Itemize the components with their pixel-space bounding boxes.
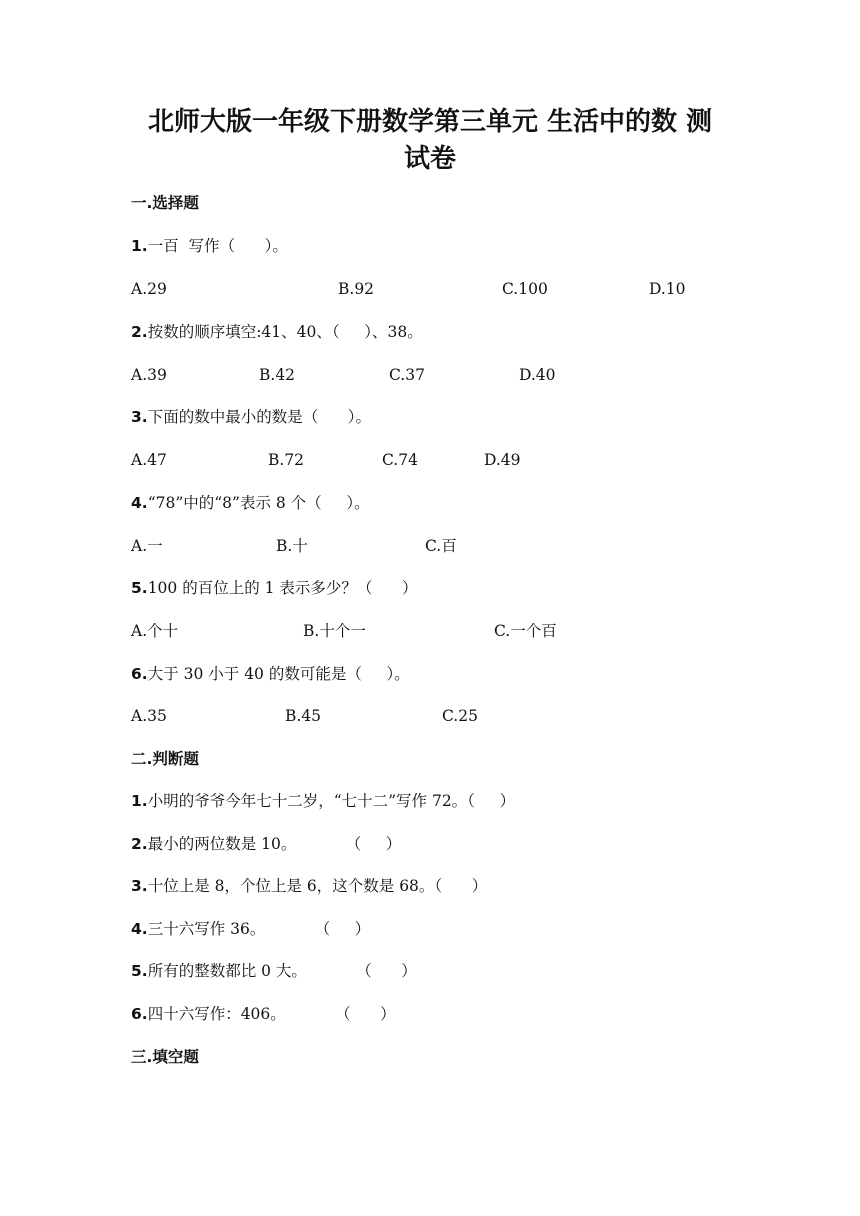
judgement-5: [131, 960, 417, 982]
judgement-1: [131, 790, 515, 812]
question-number: 5.: [131, 579, 148, 597]
option-b: B.十个一: [303, 622, 366, 640]
option-c: C.74: [382, 451, 418, 469]
section-heading-choice: 一.选择题: [131, 194, 199, 212]
option-a: A.一: [131, 537, 163, 555]
option-d: D.49: [484, 451, 521, 469]
option-a: A.47: [131, 451, 167, 469]
section-heading-judgement: 二.判断题: [131, 750, 199, 768]
title-line-2: 试卷: [403, 144, 456, 174]
section-heading-fill-in: 三.填空题: [131, 1048, 199, 1066]
option-a: A.个十: [131, 622, 179, 640]
option-b: B.72: [268, 451, 305, 469]
option-c: C.25: [442, 707, 478, 725]
option-c: C.一个百: [494, 622, 557, 640]
question-number: 1.: [131, 792, 148, 810]
question-3: [131, 406, 371, 428]
question-number: 4.: [131, 494, 148, 512]
option-a: A.29: [131, 280, 167, 298]
question-text: 小明的爷爷今年七十二岁，“七十二”写作 72。（ ）: [147, 792, 516, 810]
question-4: [131, 492, 370, 514]
judgement-2: [131, 833, 401, 855]
question-text: 四十六写作：406。 （ ）: [147, 1005, 396, 1023]
judgement-4: [131, 918, 370, 940]
option-d: D.40: [519, 366, 556, 384]
question-6: [131, 663, 410, 685]
question-number: 4.: [131, 920, 148, 938]
question-text: 最小的两位数是 10。 （ ）: [147, 835, 402, 853]
option-a: A.39: [131, 366, 167, 384]
judgement-3: [131, 875, 487, 897]
judgement-6: [131, 1003, 396, 1025]
title-line-1: 北师大版一年级下册数学第三单元 生活中的数 测: [147, 107, 713, 137]
question-text: 十位上是 8，个位上是 6，这个数是 68。（ ）: [147, 877, 488, 895]
option-d: D.10: [649, 280, 686, 298]
question-text: 所有的整数都比 0 大。 （ ）: [147, 962, 417, 980]
question-number: 6.: [131, 665, 148, 683]
option-c: C.37: [389, 366, 425, 384]
question-number: 3.: [131, 408, 148, 426]
question-2: [131, 321, 423, 343]
option-b: B.45: [285, 707, 322, 725]
question-number: 3.: [131, 877, 148, 895]
option-b: B.42: [259, 366, 296, 384]
option-b: B.十: [276, 537, 308, 555]
option-a: A.35: [131, 707, 167, 725]
question-number: 5.: [131, 962, 148, 980]
question-text: 按数的顺序填空:41、40、（ ）、38。: [147, 323, 423, 341]
question-number: 2.: [131, 835, 148, 853]
page-title: [120, 104, 740, 178]
question-text: 三十六写作 36。 （ ）: [147, 920, 371, 938]
question-number: 6.: [131, 1005, 148, 1023]
question-text: 一百 写作（ ）。: [147, 237, 288, 255]
option-c: C.100: [502, 280, 548, 298]
option-b: B.92: [338, 280, 375, 298]
question-text: 下面的数中最小的数是（ ）。: [147, 408, 372, 426]
question-text: “78”中的“8”表示 8 个（ ）。: [147, 494, 370, 512]
question-text: 大于 30 小于 40 的数可能是（ ）。: [147, 665, 410, 683]
question-text: 100 的百位上的 1 表示多少？（ ）: [147, 579, 418, 597]
option-c: C.百: [425, 537, 457, 555]
question-5: [131, 577, 417, 599]
question-number: 1.: [131, 237, 148, 255]
question-1: [131, 235, 288, 257]
question-number: 2.: [131, 323, 148, 341]
